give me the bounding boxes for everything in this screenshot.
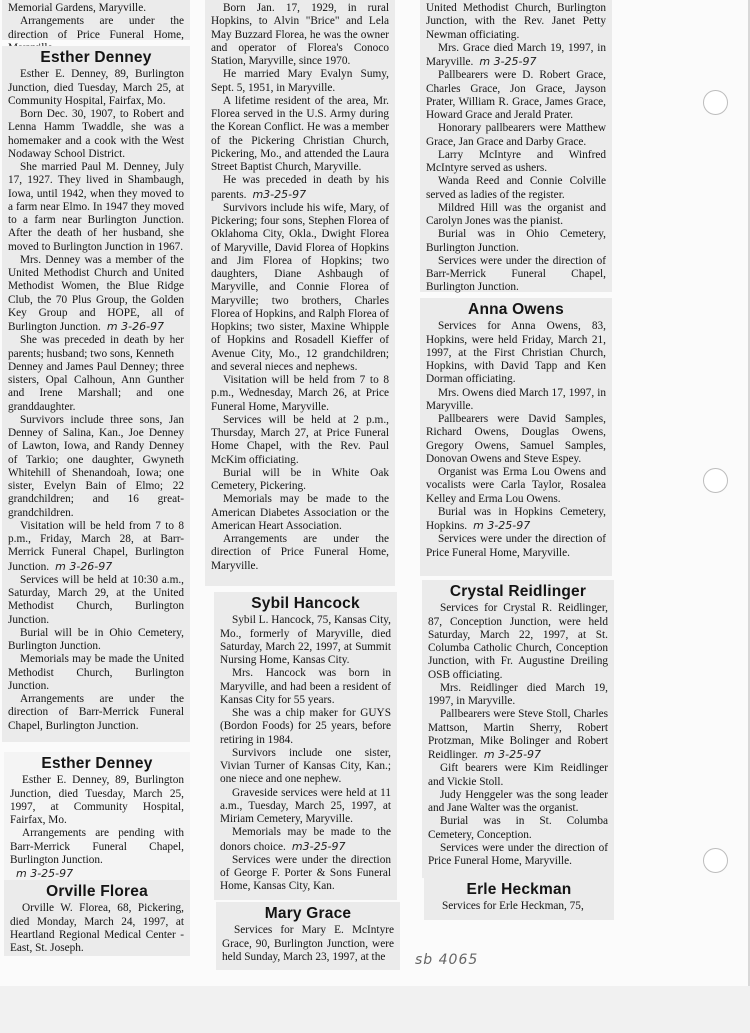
binder-hole xyxy=(703,848,728,873)
paragraph-text: Burial was in Hopkins Cemetery, Hopkins. xyxy=(426,505,606,532)
paragraph: Burial was in St. Columba Cemetery, Conception. xyxy=(428,815,608,841)
paragraph: Mrs. Owens died March 17, 1997, in Maryville. xyxy=(426,386,606,412)
paragraph: Memorials may be made the United Methodist Church, Burlington Junction. xyxy=(8,653,184,692)
paragraph: Visitation will be held from 7 to 8 p.m., Wednesday, March 26, at Price Funeral Home, Maryville. xyxy=(211,374,389,413)
paragraph: She was preceded in death by her parents; husband; two sons, Kenneth xyxy=(8,334,184,360)
obituary-heading: Mary Grace xyxy=(264,905,352,922)
obituary-heading: Sybil Hancock xyxy=(251,595,360,612)
paragraph: Mildred Hill was the organist and Carolyn Jones was the pianist. xyxy=(426,201,606,227)
obituary-heading: Esther Denney xyxy=(40,49,152,66)
paragraph: Mrs. Hancock was born in Maryville, and had been a resident of Kansas City for 55 years. xyxy=(220,667,391,706)
paragraph: Organist was Erma Lou Owens and vocalists were Carla Taylor, Rosalea Kelley and Erma Lou Owens. xyxy=(426,466,606,505)
paragraph: Pallbearers were David Samples, Richard Owens, Douglas Owens, Gregory Owens, Samuel Samples, Donovan Owens and Steve Espey. xyxy=(426,413,606,465)
clipping-anna-owens xyxy=(420,298,612,576)
paragraph: Gift bearers were Kim Reidlinger and Vickie Stoll. xyxy=(428,762,608,788)
clipping-sybil-hancock xyxy=(214,592,397,900)
clipping-florea-continuation xyxy=(205,0,395,586)
paragraph: Mrs. Reidlinger died March 19, 1997, in Maryville. xyxy=(428,681,608,707)
paragraph: Honorary pallbearers were Matthew Grace, Jan Grace and Darby Grace. xyxy=(426,122,606,148)
handwritten-note: m3-25-97 xyxy=(291,839,346,853)
paragraph xyxy=(8,520,184,574)
handwritten-note: m 3-25-97 xyxy=(483,748,542,761)
paragraph-text: Memorials may be made to the donors choice. xyxy=(220,826,391,853)
obituary-heading: Crystal Reidlinger xyxy=(449,583,587,600)
paragraph: Larry McIntyre and Winfred McIntyre served as ushers. xyxy=(426,148,606,174)
paragraph: Burial was in Ohio Cemetery, Burlington Junction. xyxy=(426,228,606,254)
paragraph: Services were under the direction of Price Funeral Home, Maryville. xyxy=(426,533,606,559)
clipping-orville-florea xyxy=(4,880,190,956)
paragraph: United Methodist Church, Burlington Junction, with the Rev. Janet Petty Newman officiating. xyxy=(426,2,606,41)
handwritten-note: m 3-25-97 xyxy=(479,55,537,68)
clipping-crystal-reidlinger xyxy=(422,580,614,878)
paragraph: Services were under the direction of Barr-Merrick Funeral Chapel, Burlington Junction. xyxy=(426,254,606,294)
paragraph: Services will be held at 10:30 a.m., Saturday, March 29, at the United Methodist Church, Burlington Junction. xyxy=(8,573,184,626)
paragraph: Services were under the direction of George F. Porter & Sons Funeral Home, Kansas City, Kan. xyxy=(220,853,391,893)
paragraph: Pallbearers were D. Robert Grace, Charles Grace, Jon Grace, Jayson Prater, William R. Grace, James Grace, Howard Grace and Jerald Prater. xyxy=(426,69,606,121)
paragraph: Memorials may be made to the American Diabetes Association or the American Heart Association. xyxy=(211,493,389,532)
paragraph: Services will be held at 2 p.m., Thursday, March 27, at Price Funeral Home Chapel, with the Rev. Paul McKim officiating. xyxy=(211,413,389,466)
paragraph: Judy Henggeler was the song leader and Jane Walter was the organist. xyxy=(428,788,608,814)
obituary-heading: Orville Florea xyxy=(46,883,148,900)
text-line: Arrangements are under the direction of Price Funeral Home, xyxy=(8,15,184,41)
paragraph: Services for Crystal R. Reidlinger, 87, Conception Junction, were held Saturday, March 22, 1997, at St. Columba Catholic Church, Conception Junction, with Fr. Augustine Dreiling OSB officiating. xyxy=(428,602,608,681)
paragraph: He married Mary Evalyn Sumy, Sept. 5, 1951, in Maryville. xyxy=(211,68,389,94)
clipping-grace-continuation xyxy=(420,0,612,292)
paragraph-text: Mrs. Denney was a member of the United Methodist Church and United Methodist Women, the Blue Ridge Club, the 70 Plus Group, the Golden Key Group and HOPE, all of Burlington Junction. xyxy=(8,253,184,333)
paragraph xyxy=(8,254,184,335)
handwritten-note: m 3-26-97 xyxy=(55,559,113,573)
paragraph-text: Pallbearers were Steve Stoll, Charles Mattson, Martin Sherry, Robert Protzman, Mike Bolinger and Robert Reidlinger. xyxy=(428,708,608,761)
paragraph: Arrangements are under the direction of Barr-Merrick Funeral Chapel, Burlington Junction. xyxy=(8,693,184,732)
paragraph: Services for Anna Owens, 83, Hopkins, were held Friday, March 21, 1997, at the First Christian Church, Hopkins, with David Tapp and Ken Dorman officiating. xyxy=(426,320,606,386)
paragraph xyxy=(426,506,606,534)
paragraph: Born Dec. 30, 1907, to Robert and Lenna Hamm Twaddle, she was a homemaker and a cook with the West Nodaway School District. xyxy=(8,108,184,160)
paragraph: Survivors include his wife, Mary, of Pickering; four sons, Stephen Florea of Oklahoma City, Okla., Dwight Florea of Maryville, David Florea of Hopkins and Jim Florea of Hopkins; two daughters, Diane Ashbaugh of Maryville, and Connie Florea of Maryville; two brothers, Charles Florea of Hopkins, and Ralph Florea of Hopkins; two sister, Maxine Whipple of Hopkins and Rosadell Kieffer of Avenue City, Mo., 12 grandchildren; and several nieces and nephews. xyxy=(211,201,389,373)
binder-hole xyxy=(703,468,728,493)
page-reference-note: sb 4065 xyxy=(415,952,479,968)
paragraph: Burial will be in White Oak Cemetery, Pickering. xyxy=(211,466,389,492)
handwritten-note: m 3-26-97 xyxy=(106,320,165,333)
obituary-heading: Erle Heckman xyxy=(466,881,572,898)
paragraph: Sybil L. Hancock, 75, Kansas City, Mo., formerly of Maryville, died Saturday, March 22, 1997, at Summit Nursing Home, Kansas City. xyxy=(220,614,391,666)
paragraph-text: Mrs. Grace died March 19, 1997, in Maryville. xyxy=(426,41,606,68)
obituary-heading: Anna Owens xyxy=(468,301,564,318)
clipping-esther-denney-short xyxy=(4,752,190,880)
paragraph: Denney and James Paul Denney; three sisters, Opal Calhoun, Ann Gunther and Irene Marshall; and one granddaughter. xyxy=(8,360,184,413)
paragraph-text: He was preceded in death by his parents. xyxy=(211,174,389,201)
binder-hole xyxy=(703,90,728,115)
paragraph: Arrangements are pending with Barr-Merrick Funeral Chapel, Burlington Junction. xyxy=(10,827,184,866)
paragraph: She was a chip maker for GUYS (Bordon Foods) for 25 years, before retiring in 1984. xyxy=(220,707,391,746)
paragraph-text: Visitation will be held from 7 to 8 p.m., Friday, March 28, at Barr-Merrick Funeral Chapel, Burlington Junction. xyxy=(8,519,184,573)
paragraph: Esther E. Denney, 89, Burlington Junction, died Tuesday, March 25, at Community Hospital, Fairfax, Mo. xyxy=(8,68,184,107)
clipping-esther-denney xyxy=(2,46,190,742)
paragraph: Born Jan. 17, 1929, in rural Hopkins, to Alvin "Brice" and Lela May Buzzard Florea, he was the owner and operator of Florea's Conoco Station, Maryville, since 1970. xyxy=(211,2,389,67)
paragraph: Services for Erle Heckman, 75, xyxy=(442,900,584,913)
clipping-mary-grace xyxy=(216,902,400,970)
handwritten-note: m 3-25-97 xyxy=(16,867,74,880)
paragraph: Survivors include three sons, Jan Denney of Salina, Kan., Joe Denney of Lawton, Iowa, and Randy Denney of Tarkio; one daughter, Gwyneth Whitehill of Shenandoah, Iowa; one sister, Evelyn Bain of Elmo; 22 grandchildren; and 16 great-grandchildren. xyxy=(8,413,184,519)
paragraph: A lifetime resident of the area, Mr. Florea served in the U.S. Army during the Korean Conflict. He was a member of the Pickering Christian Church, Pickering, Mo., and attended the Laura Street Baptist Church, Maryville. xyxy=(211,94,389,173)
paragraph: Services for Mary E. McIntyre Grace, 90, Burlington Junction, were held Sunday, March 23, 1997, at the xyxy=(222,924,394,963)
paragraph: Burial will be in Ohio Cemetery, Burlington Junction. xyxy=(8,626,184,652)
obituary-heading: Esther Denney xyxy=(41,755,153,772)
clipping-erle-heckman xyxy=(424,878,614,920)
paragraph xyxy=(428,708,608,762)
paragraph: She married Paul M. Denney, July 17, 1927. They lived in Shambaugh, Iowa, until 1942, when they moved to a farm near Elmo. In 1947 they moved to a farm near Burlington Junction. After the death of her husband, she moved to Burlington Junction in 1967. xyxy=(8,161,184,253)
handwritten-note: m 3-25-97 xyxy=(473,519,531,532)
clipping-top-continuation xyxy=(2,0,190,40)
scan-bottom-margin xyxy=(0,986,750,1033)
paragraph xyxy=(220,826,391,854)
paragraph: Wanda Reed and Connie Colville served as ladies of the register. xyxy=(426,175,606,201)
paragraph xyxy=(426,42,606,70)
paragraph: Services were under the direction of Price Funeral Home, Maryville. xyxy=(428,841,608,867)
paragraph: Esther E. Denney, 89, Burlington Junction, died Tuesday, March 25, 1997, at Community Hospital, Fairfax, Mo. xyxy=(10,774,184,826)
paragraph: Graveside services were held at 11 a.m., Tuesday, March 25, 1997, at Miriam Cemetery, Maryville. xyxy=(220,786,391,825)
handwritten-note: m3-25-97 xyxy=(252,187,307,201)
paragraph: Orville W. Florea, 68, Pickering, died Monday, March 24, 1997, at Heartland Regional Medical Center - East, St. Joseph. xyxy=(10,902,184,954)
paragraph xyxy=(211,174,389,202)
paragraph: Survivors include one sister, Vivian Turner of Kansas City, Kan.; one niece and one nephew. xyxy=(220,746,391,786)
text-line: Memorial Gardens, Maryville. xyxy=(8,2,147,14)
paragraph: Arrangements are under the direction of Price Funeral Home, Maryville. xyxy=(211,533,389,572)
